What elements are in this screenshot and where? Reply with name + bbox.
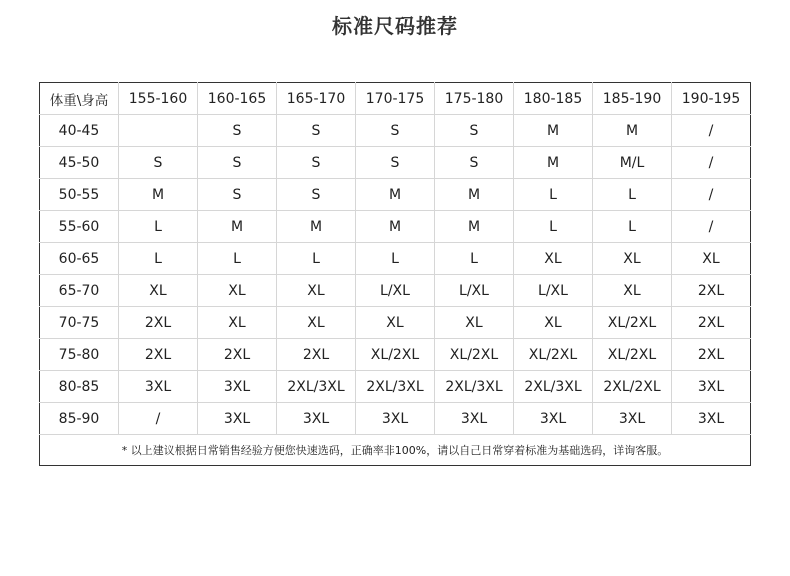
size-cell: 2XL — [672, 307, 751, 339]
height-header-cell: 175-180 — [435, 83, 514, 115]
weight-cell: 80-85 — [40, 371, 119, 403]
size-cell: XL/2XL — [514, 339, 593, 371]
table-row — [40, 179, 751, 211]
size-cell: XL — [435, 307, 514, 339]
size-cell: M — [356, 211, 435, 243]
size-cell: L — [356, 243, 435, 275]
size-cell: 2XL/2XL — [593, 371, 672, 403]
size-cell: / — [119, 403, 198, 435]
table-row — [40, 339, 751, 371]
size-cell: 2XL — [672, 339, 751, 371]
size-cell: M — [356, 179, 435, 211]
table-row — [40, 307, 751, 339]
size-cell: M — [514, 147, 593, 179]
size-cell: / — [672, 147, 751, 179]
size-cell: 3XL — [672, 371, 751, 403]
table-row — [40, 275, 751, 307]
size-chart-body — [40, 83, 751, 466]
size-cell: 2XL — [672, 275, 751, 307]
size-cell: S — [198, 115, 277, 147]
size-cell: 3XL — [198, 403, 277, 435]
size-cell: M — [277, 211, 356, 243]
table-row — [40, 115, 751, 147]
size-cell: L/XL — [435, 275, 514, 307]
weight-cell: 40-45 — [40, 115, 119, 147]
note-row — [40, 435, 751, 466]
corner-header-cell: 体重\身高 — [40, 83, 119, 115]
size-cell: XL — [356, 307, 435, 339]
weight-cell: 60-65 — [40, 243, 119, 275]
size-cell: S — [198, 147, 277, 179]
size-cell: XL — [198, 275, 277, 307]
weight-cell: 55-60 — [40, 211, 119, 243]
size-cell: L — [198, 243, 277, 275]
size-cell: XL — [672, 243, 751, 275]
size-cell: S — [277, 147, 356, 179]
size-cell: M — [435, 211, 514, 243]
size-cell: 3XL — [119, 371, 198, 403]
size-cell: M — [514, 115, 593, 147]
size-cell: L/XL — [356, 275, 435, 307]
size-cell: L/XL — [514, 275, 593, 307]
size-cell: L — [119, 211, 198, 243]
size-cell: M — [119, 179, 198, 211]
weight-cell: 65-70 — [40, 275, 119, 307]
size-cell: XL — [514, 307, 593, 339]
height-header-cell: 190-195 — [672, 83, 751, 115]
size-cell: / — [672, 115, 751, 147]
size-cell: 2XL/3XL — [435, 371, 514, 403]
size-cell: XL/2XL — [593, 339, 672, 371]
size-cell: 2XL/3XL — [514, 371, 593, 403]
size-cell: 3XL — [198, 371, 277, 403]
size-cell: S — [356, 115, 435, 147]
table-row — [40, 147, 751, 179]
size-cell: 3XL — [672, 403, 751, 435]
size-cell: S — [277, 115, 356, 147]
size-cell: XL — [277, 275, 356, 307]
size-cell: 2XL/3XL — [356, 371, 435, 403]
page-title: 标准尺码推荐 — [332, 14, 458, 38]
height-header-cell: 185-190 — [593, 83, 672, 115]
table-row — [40, 243, 751, 275]
size-cell: S — [277, 179, 356, 211]
size-cell: 3XL — [593, 403, 672, 435]
size-cell: L — [514, 179, 593, 211]
size-cell: 2XL — [119, 339, 198, 371]
height-header-cell: 160-165 — [198, 83, 277, 115]
size-cell: XL — [198, 307, 277, 339]
table-row — [40, 403, 751, 435]
size-cell: S — [119, 147, 198, 179]
weight-cell: 70-75 — [40, 307, 119, 339]
size-cell: / — [672, 211, 751, 243]
size-cell: S — [198, 179, 277, 211]
size-cell: XL — [593, 275, 672, 307]
size-cell: L — [593, 179, 672, 211]
size-cell: L — [277, 243, 356, 275]
size-cell: L — [514, 211, 593, 243]
size-cell: 3XL — [277, 403, 356, 435]
weight-cell: 45-50 — [40, 147, 119, 179]
size-cell: 2XL/3XL — [277, 371, 356, 403]
weight-cell: 85-90 — [40, 403, 119, 435]
size-cell: S — [356, 147, 435, 179]
table-row — [40, 211, 751, 243]
size-cell: 3XL — [356, 403, 435, 435]
size-cell: M — [198, 211, 277, 243]
size-chart-table — [39, 82, 751, 466]
disclaimer-note: * 以上建议根据日常销售经验方便您快速选码，正确率非100%，请以自己日常穿着标准为基础选码，详询客服。 — [121, 444, 669, 457]
size-cell: 2XL — [119, 307, 198, 339]
size-cell: XL/2XL — [435, 339, 514, 371]
size-cell: XL — [277, 307, 356, 339]
size-cell: XL — [119, 275, 198, 307]
size-cell: M — [593, 115, 672, 147]
size-cell: / — [672, 179, 751, 211]
size-cell: XL — [514, 243, 593, 275]
height-header-cell: 170-175 — [356, 83, 435, 115]
height-header-cell: 165-170 — [277, 83, 356, 115]
size-cell: XL/2XL — [356, 339, 435, 371]
size-cell: XL/2XL — [593, 307, 672, 339]
size-cell: M — [435, 179, 514, 211]
size-cell: L — [435, 243, 514, 275]
size-cell — [119, 115, 198, 147]
size-cell: XL — [593, 243, 672, 275]
size-cell: S — [435, 147, 514, 179]
size-cell: L — [119, 243, 198, 275]
size-cell: 3XL — [435, 403, 514, 435]
weight-cell: 50-55 — [40, 179, 119, 211]
size-cell: S — [435, 115, 514, 147]
size-cell: 2XL — [277, 339, 356, 371]
height-header-cell: 155-160 — [119, 83, 198, 115]
size-cell: M/L — [593, 147, 672, 179]
height-header-cell: 180-185 — [514, 83, 593, 115]
header-row — [40, 83, 751, 115]
table-row — [40, 371, 751, 403]
size-cell: L — [593, 211, 672, 243]
size-cell: 3XL — [514, 403, 593, 435]
size-cell: 2XL — [198, 339, 277, 371]
weight-cell: 75-80 — [40, 339, 119, 371]
